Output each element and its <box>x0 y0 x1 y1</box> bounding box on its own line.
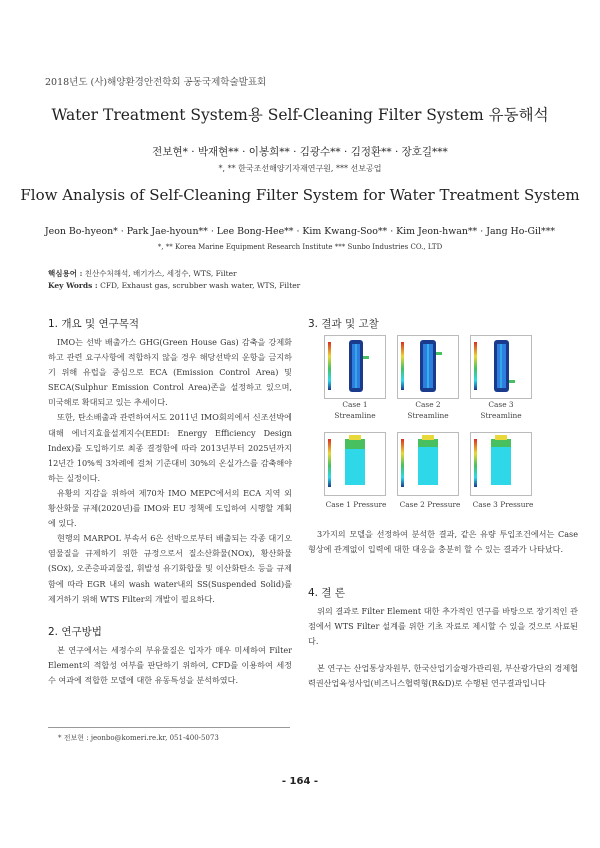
pressure-figure-case-2 <box>397 432 459 496</box>
conference-header: 2018년도 (사)해양환경안전학회 공동국제학술발표회 <box>45 77 267 88</box>
korean-title: Water Treatment System용 Self-Cleaning Filter System 유동해석 <box>51 106 549 124</box>
section-3-heading: 3. 결과 및 고찰 <box>308 318 379 330</box>
pressure-caption-case-1: Case 1 Pressure <box>325 500 387 509</box>
keywords-english-text: CFD, Exhaust gas, scrubber wash water, WTS, Filter <box>100 281 301 290</box>
section-3-paragraph: 3가지의 모델을 선정하여 분석한 결과, 같은 유량 투입조건에서는 Case 형상에 관계없이 입력에 대한 대응을 충분히 할 수 있는 결과가 나타났다. <box>308 529 578 555</box>
section-4-heading: 4. 결 론 <box>308 587 345 599</box>
korean-authors: 전보현* · 박재현** · 이봉희** · 김광수** · 김정환** · 장호길*** <box>152 146 448 158</box>
streamline-caption-case-2: Case 2 Streamline <box>407 400 449 420</box>
keywords-english-label: Key Words : <box>48 281 98 290</box>
keywords-english <box>48 281 300 290</box>
section-2 <box>48 624 292 688</box>
english-affiliation: *, ** Korea Marine Equipment Research Institute *** Sunbo Industries CO., LTD <box>157 243 443 251</box>
pressure-caption-case-3: Case 3 Pressure <box>472 500 534 509</box>
pressure-figure-case-1 <box>324 432 386 496</box>
streamline-figure-case-2 <box>397 335 459 399</box>
section-1-paragraph: IMO는 선박 배출가스 GHG(Green House Gas) 감축을 강제화하고 관련 요구사항에 적합하지 않을 경우 해당선박의 운항을 금지하기 위해 유럽을 중심으로 ECA (Emission Control Area) 및 SECA(Sulphur Emission Control Area)존을 설정하고 있으며, 미국해로 확대되고 있는 추세이다. <box>48 337 292 408</box>
english-title: Flow Analysis of Self-Cleaning Filter System for Water Treatment System <box>20 186 580 204</box>
pressure-figure-case-3 <box>470 432 532 496</box>
section-4 <box>308 585 578 691</box>
streamline-caption-case-3: Case 3 Streamline <box>480 400 522 420</box>
section-4-acknowledgement: 본 연구는 산업통상자원부, 한국산업기술평가관리원, 부산광가단의 경제협력권산업육성사업(비즈니스협력형(R&D)로 수행된 연구결과입니다 <box>308 663 578 689</box>
keywords-korean-label: 핵심용어 : <box>48 269 83 278</box>
section-4-paragraph: 위의 결과로 Filter Element 대한 추가적인 연구를 바탕으로 장기적인 관점에서 WTS Filter 설계를 위한 기초 자료로 제시할 수 있을 것으로 사료된다. <box>308 606 578 647</box>
section-1-paragraph: 또한, 탄소배출과 관련하여서도 2011년 IMO회의에서 신조선박에 대해 에너지효율설계지수(EEDI: Energy Efficiency Design Index)를 도입하기로 최종 결정함에 따라 2013년부터 2025년까지 12년간 10%씩 3차례에 걸쳐 기준대비 30%의 온실가스를 감축해야 하는 실정이다. <box>48 412 292 483</box>
keywords-korean-text: 친산수처해석, 배기가스, 세정수, WTS, Filter <box>84 269 237 278</box>
section-1-heading: 1. 개요 및 연구목적 <box>48 318 140 330</box>
section-2-paragraph: 본 연구에서는 세정수의 부유물질은 입자가 매우 미세하여 Filter Element의 적합성 여부를 판단하기 위하여, CFD를 이용하여 세정수 여과에 적합한 모델에 대한 유동특성을 분석하였다. <box>48 645 292 686</box>
streamline-figure-case-3 <box>470 335 532 399</box>
footnote: * 전보현 : jeonbo@komeri.re.kr, 051-400-5073 <box>58 734 219 742</box>
english-authors: Jeon Bo-hyeon* · Park Jae-hyoun** · Lee Bong-Hee** · Kim Kwang-Soo** · Kim Jeon-hwan** · Jang Ho-Gil*** <box>44 226 556 237</box>
section-1-paragraph: 유황의 지감을 위하여 제70차 IMO MEPC에서의 ECA 지역 외 황산화물 규제(2020년)를 IMO와 EU 정책에 도입하여 시행할 계획에 있다. <box>48 487 292 529</box>
section-1-paragraph: 현행의 MARPOL 부속서 6은 선박으로부터 배출되는 각종 대기오염물질을 규제하기 위한 규정으로서 질소산화물(NOx), 황산화물(SOx), 오존층파괴물질, 휘발성 유기화합물 및 이산화탄소 등을 규제함에 따라 EGR 내의 wash water내의 SS(Suspended Solid)를 제거하기 위해 WTS Filter의 개발이 필요하다. <box>48 533 292 604</box>
streamline-figure-case-1 <box>324 335 386 399</box>
section-2-heading: 2. 연구방법 <box>48 626 102 638</box>
keywords-korean <box>48 268 237 279</box>
streamline-caption-case-1: Case 1 Streamline <box>334 400 376 420</box>
pressure-caption-case-2: Case 2 Pressure <box>399 500 461 509</box>
korean-affiliation: *, ** 한국조선해양기자재연구원, *** 선보공업 <box>218 164 382 173</box>
page-number: - 164 - <box>281 776 319 787</box>
footnote-divider <box>48 727 290 728</box>
section-1 <box>48 316 292 607</box>
